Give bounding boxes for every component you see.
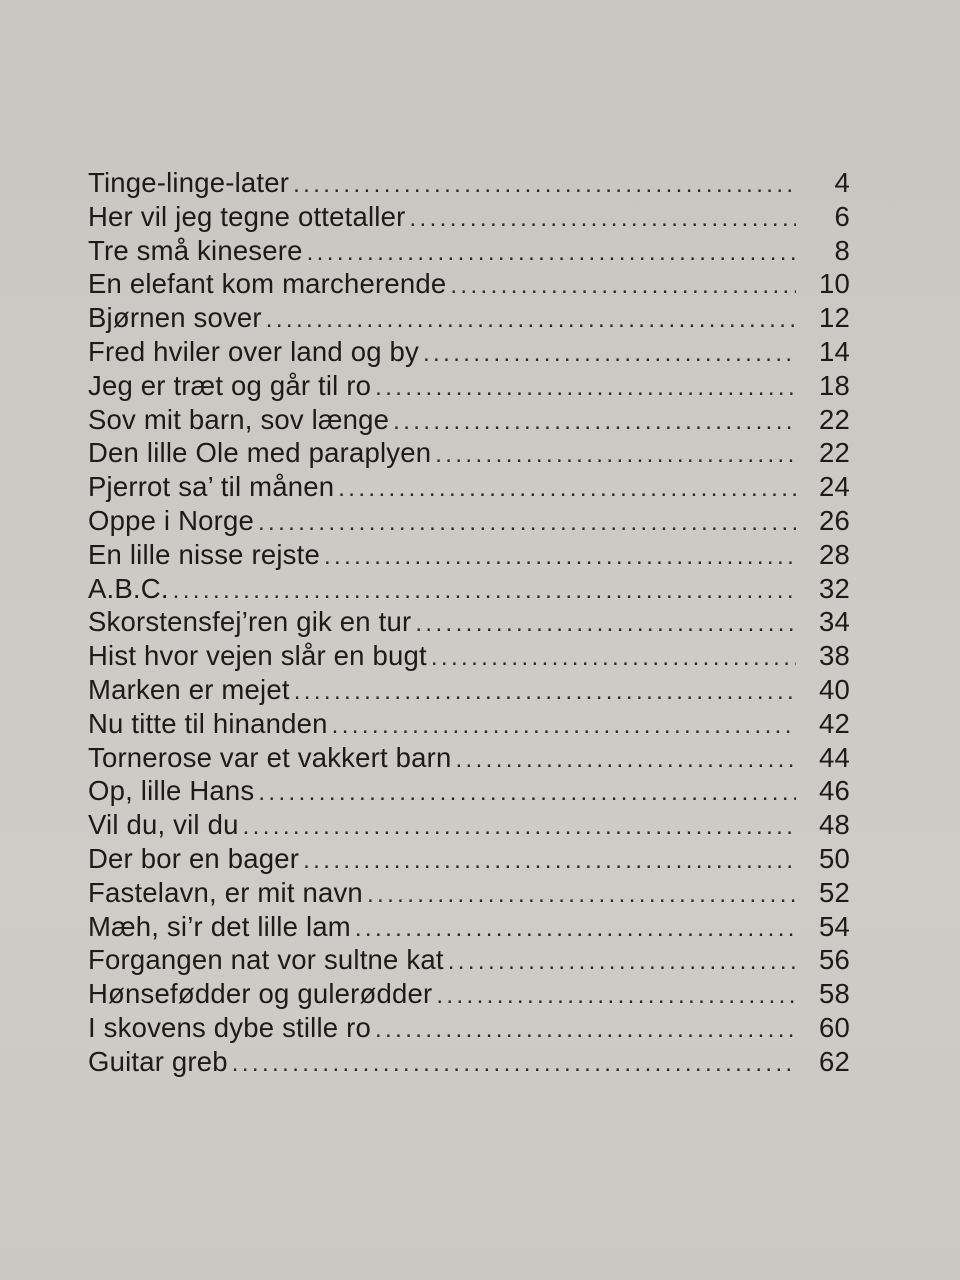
toc-entry — [88, 166, 850, 200]
dot-leader — [338, 472, 796, 506]
toc-entry-page: 50 — [819, 842, 850, 874]
toc-entry-title: En lille nisse rejste — [88, 538, 320, 570]
dot-leader — [436, 979, 796, 1013]
dot-leader — [423, 337, 796, 371]
toc-entry-title: Hist hvor vejen slår en bugt — [88, 640, 427, 672]
toc-entry — [88, 741, 850, 775]
toc-entry-title: Den lille Ole med paraplyen — [88, 437, 432, 469]
toc-entry-page: 60 — [819, 1011, 850, 1043]
toc-entry-title: Tinge-linge-later — [88, 167, 290, 198]
toc-entry-title: Her vil jeg tegne ottetaller — [88, 200, 406, 232]
toc-entry — [88, 977, 850, 1011]
dot-leader — [355, 912, 796, 946]
toc-entry — [88, 572, 850, 606]
toc-entry — [88, 605, 850, 639]
toc-entry — [88, 403, 850, 437]
toc-entry-title: Sov mit barn, sov længe — [88, 403, 390, 435]
dot-leader — [266, 303, 796, 337]
toc-entry-page: 28 — [819, 538, 850, 570]
dot-leader — [375, 371, 796, 405]
toc-entry-page: 4 — [834, 167, 850, 198]
dot-leader — [375, 1013, 796, 1047]
dot-leader — [303, 844, 796, 878]
toc-entry — [88, 504, 850, 538]
toc-entry-title: Fastelavn, er mit navn — [88, 876, 363, 908]
toc-entry-title: Oppe i Norge — [88, 504, 254, 536]
toc-entry-page: 6 — [834, 200, 850, 232]
toc-entry — [88, 707, 850, 741]
toc-entry-title: Tre små kinesere — [88, 234, 303, 266]
dot-leader — [450, 269, 796, 303]
toc-entry — [88, 200, 850, 234]
toc-entry — [88, 1011, 850, 1045]
toc-entry-page: 18 — [819, 369, 850, 401]
toc-entry-page: 8 — [834, 234, 850, 266]
toc-entry — [88, 943, 850, 977]
toc-entry-page: 34 — [819, 606, 850, 638]
toc-entry-title: I skovens dybe stille ro — [88, 1011, 371, 1043]
dot-leader — [332, 709, 796, 743]
toc-entry-title: Hønsefødder og gulerødder — [88, 978, 433, 1010]
toc-entry-page: 10 — [819, 268, 850, 300]
dot-leader — [232, 1047, 796, 1081]
dot-leader — [294, 675, 796, 709]
toc-entry-title: Guitar greb — [88, 1045, 228, 1077]
dot-leader — [324, 540, 796, 574]
dot-leader — [415, 607, 796, 641]
toc-entry — [88, 436, 850, 470]
dot-leader — [455, 743, 796, 777]
toc-entry-page: 42 — [819, 707, 850, 739]
toc-entry — [88, 234, 850, 268]
toc-entry-title: Mæh, si’r det lille lam — [88, 910, 351, 942]
dot-leader — [173, 574, 796, 608]
toc-entry-page: 46 — [819, 775, 850, 807]
toc-entry-page: 54 — [819, 910, 850, 942]
toc-entry — [88, 1045, 850, 1079]
toc-entry-page: 48 — [819, 809, 850, 841]
toc-entry-page: 62 — [819, 1045, 850, 1077]
toc-entry-title: Tornerose var et vakkert barn — [88, 741, 452, 773]
dot-leader — [367, 878, 796, 912]
toc-entry-title: Op, lille Hans — [88, 775, 255, 807]
toc-entry-page: 32 — [819, 572, 850, 604]
dot-leader — [448, 945, 796, 979]
toc-entry-title: Fred hviler over land og by — [88, 335, 419, 367]
toc-entry-title: Bjørnen sover — [88, 302, 262, 334]
dot-leader — [243, 810, 796, 844]
toc-entry — [88, 301, 850, 335]
toc-entry-title: A.B.C. — [88, 572, 169, 604]
toc-entry-title: Pjerrot sa’ til månen — [88, 471, 335, 503]
toc-entry-page: 44 — [819, 741, 850, 773]
toc-entry — [88, 538, 850, 572]
dot-leader — [307, 236, 796, 270]
toc-entry-page: 56 — [819, 944, 850, 976]
dot-leader — [409, 202, 796, 236]
toc-entry-page: 40 — [819, 673, 850, 705]
toc-entry-page: 22 — [819, 403, 850, 435]
toc-entry-page: 38 — [819, 640, 850, 672]
toc-entry — [88, 470, 850, 504]
dot-leader — [431, 641, 796, 675]
toc-entry — [88, 267, 850, 301]
dot-leader — [435, 438, 796, 472]
toc-entry — [88, 808, 850, 842]
toc-entry-title: Jeg er træt og går til ro — [88, 369, 372, 401]
toc-entry — [88, 369, 850, 403]
toc-entry-page: 24 — [819, 471, 850, 503]
toc-entry — [88, 639, 850, 673]
toc-entry-page: 58 — [819, 978, 850, 1010]
toc-entry-page: 52 — [819, 876, 850, 908]
toc-entry — [88, 842, 850, 876]
toc-entry-page: 22 — [819, 437, 850, 469]
dot-leader — [258, 506, 796, 540]
toc-entry-page: 14 — [819, 335, 850, 367]
toc-entry-page: 12 — [819, 302, 850, 334]
toc-entry-title: Vil du, vil du — [88, 809, 239, 841]
dot-leader — [293, 168, 796, 202]
toc-entry — [88, 774, 850, 808]
table-of-contents — [88, 166, 850, 1079]
dot-leader — [258, 776, 796, 810]
toc-entry-title: En elefant kom marcherende — [88, 268, 447, 300]
toc-entry — [88, 910, 850, 944]
toc-entry — [88, 876, 850, 910]
dot-leader — [393, 405, 796, 439]
toc-entry-title: Marken er mejet — [88, 673, 290, 705]
toc-entry — [88, 673, 850, 707]
toc-entry-page: 26 — [819, 504, 850, 536]
toc-entry-title: Nu titte til hinanden — [88, 707, 328, 739]
toc-entry-title: Skorstensfej’ren gik en tur — [88, 606, 412, 638]
toc-entry-title: Der bor en bager — [88, 842, 300, 874]
toc-entry-title: Forgangen nat vor sultne kat — [88, 944, 444, 976]
toc-entry — [88, 335, 850, 369]
